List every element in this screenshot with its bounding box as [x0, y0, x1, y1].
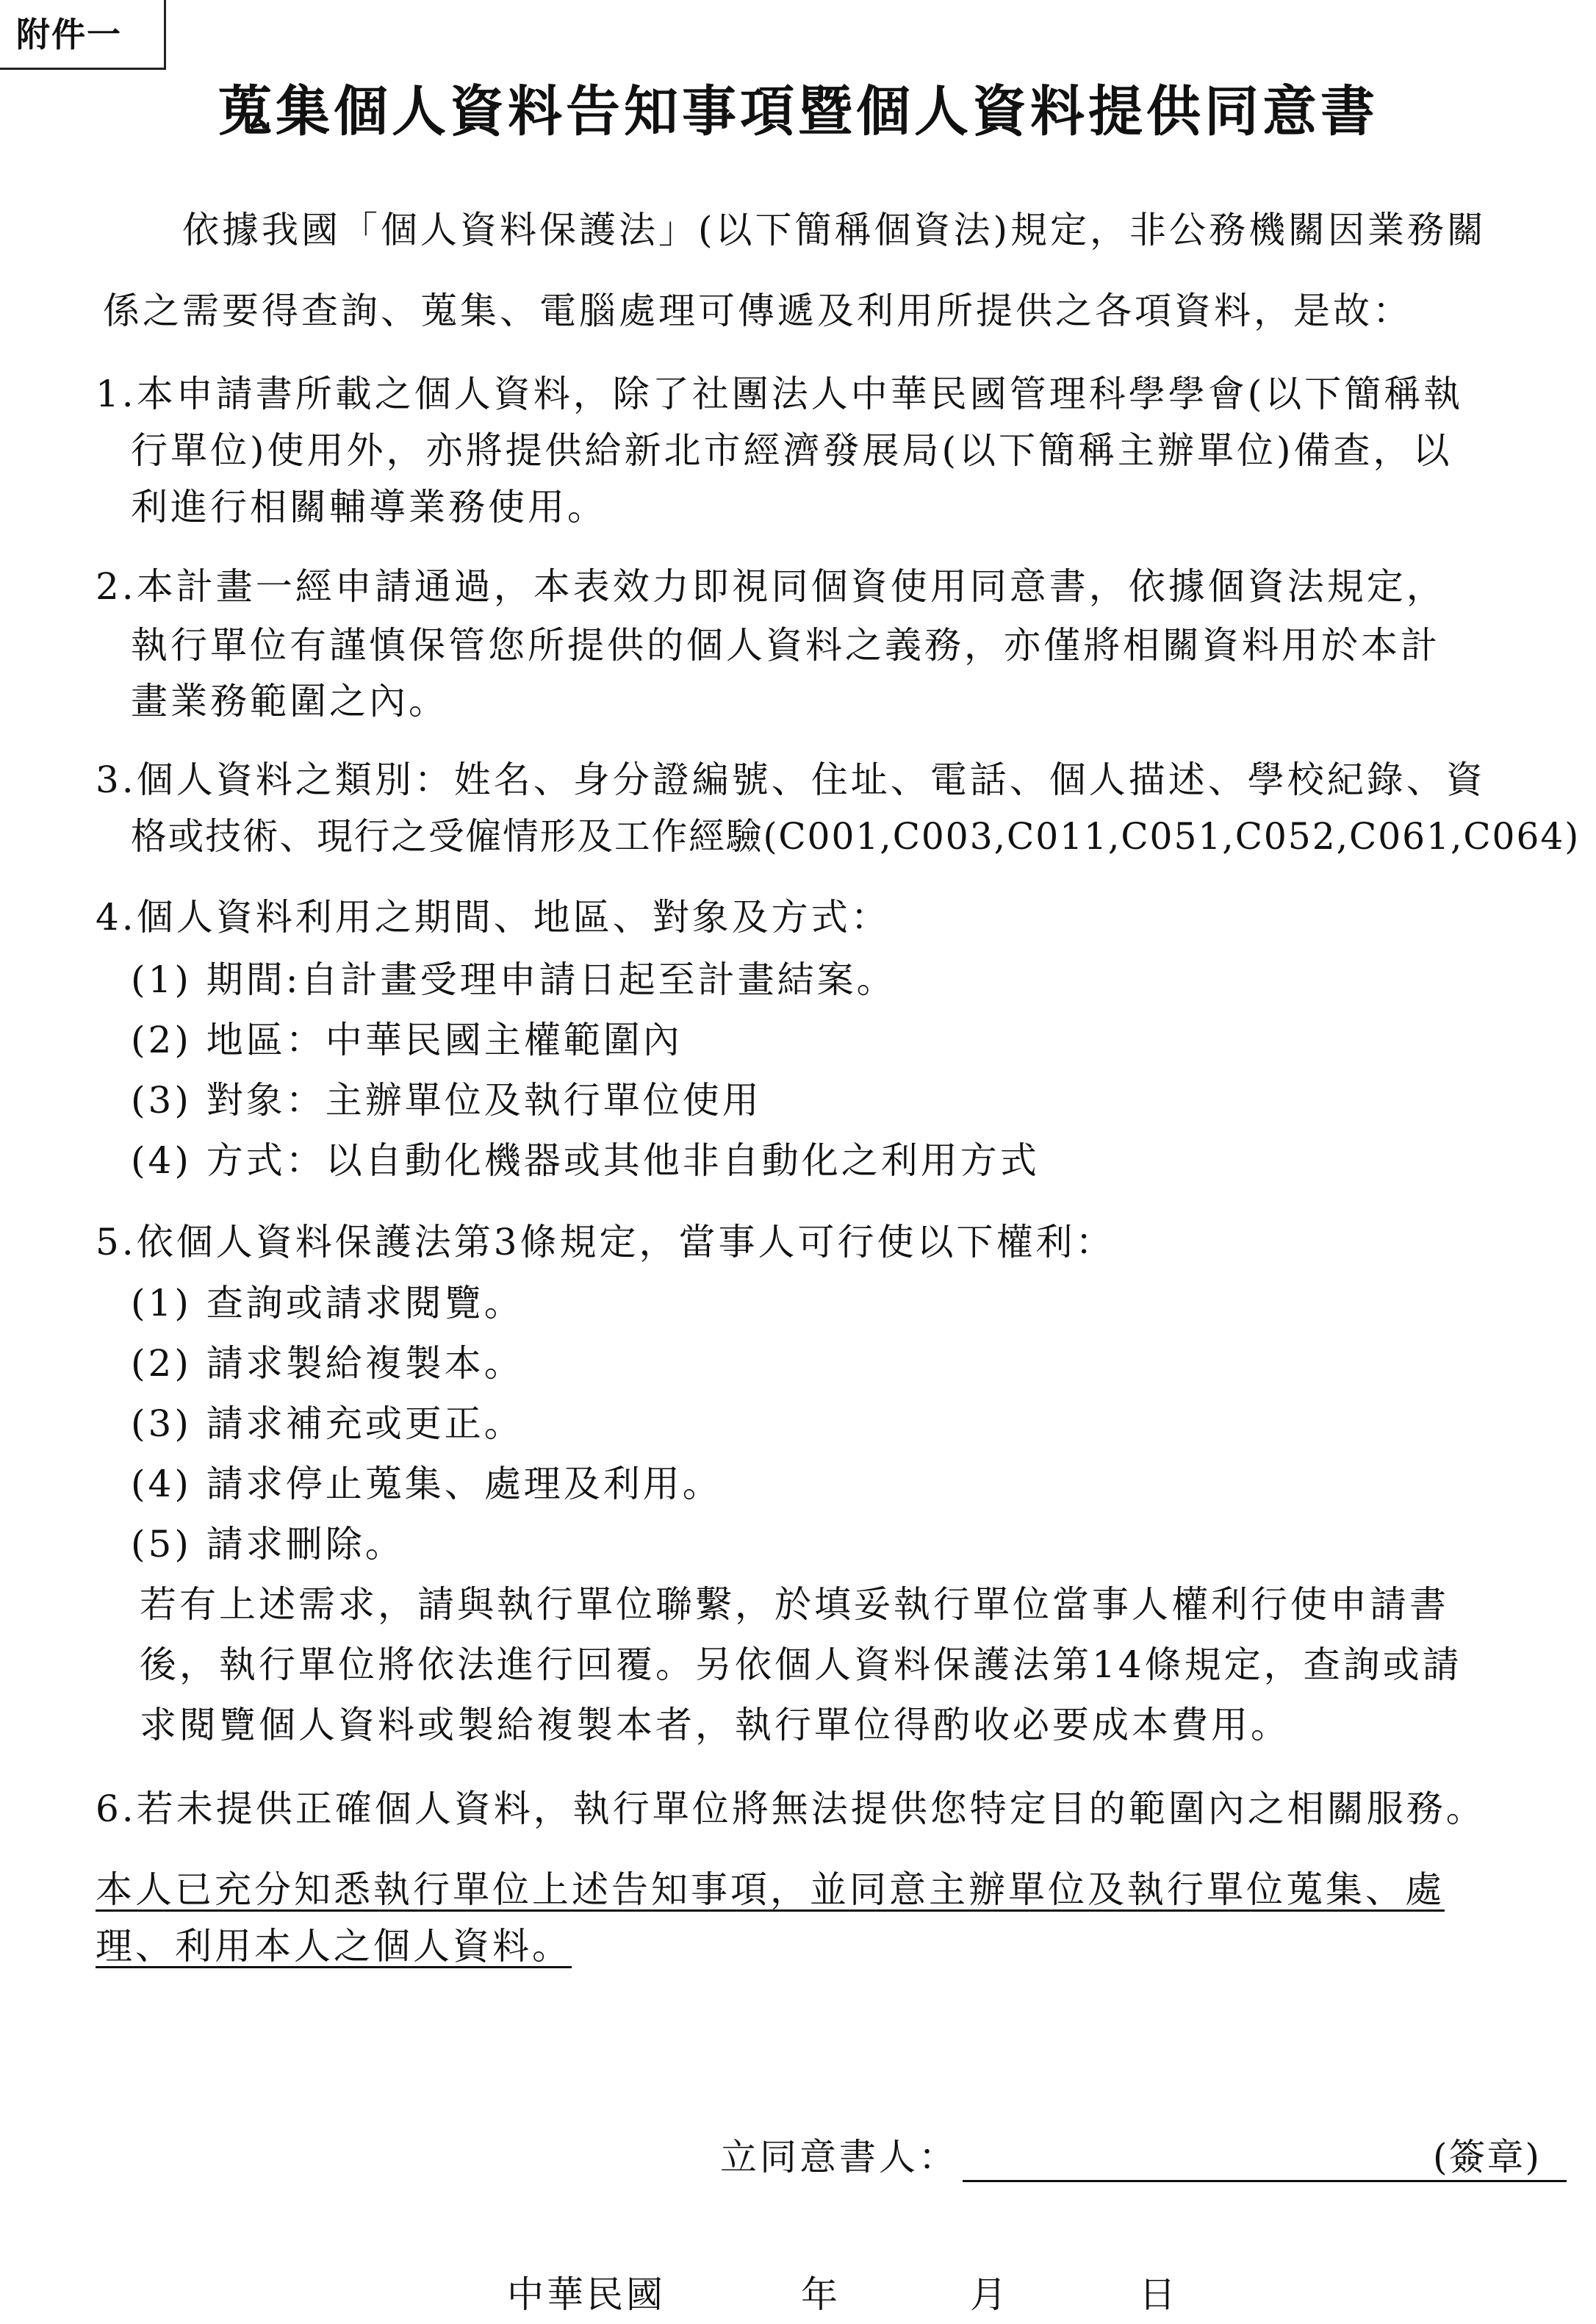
item-4-sub-3: (3) 對象：主辦單位及執行單位使用: [131, 1079, 762, 1122]
item-5-note-line-1: 若有上述需求，請與執行單位聯繫，於填妥執行單位當事人權利行使申請書: [140, 1583, 1449, 1626]
item-1-line-3: 利進行相關輔導業務使用。: [131, 486, 607, 528]
signature-line[interactable]: [963, 2180, 1567, 2182]
item-5-sub-3: (3) 請求補充或更正。: [131, 1402, 524, 1445]
item-5-sub-5: (5) 請求刪除。: [131, 1523, 405, 1566]
item-2-line-1: 2.本計畫一經申請通過，本表效力即視同個資使用同意書，依據個資法規定，: [96, 565, 1446, 608]
item-4-sub-1: (1) 期間:自計畫受理申請日起至計畫結案。: [131, 958, 896, 1001]
attachment-label: 附件一: [0, 0, 166, 70]
item-1-line-2: 行單位)使用外，亦將提供給新北市經濟發展局(以下簡稱主辦單位)備查，以: [131, 429, 1453, 472]
item-1-line-1: 1.本申請書所載之個人資料，除了社團法人中華民國管理科學學會(以下簡稱執: [96, 373, 1464, 415]
item-5-sub-1: (1) 查詢或請求閱覽。: [131, 1282, 524, 1324]
consent-line-1: 本人已充分知悉執行單位上述告知事項，並同意主辦單位及執行單位蒐集、處: [96, 1868, 1445, 1911]
consent-line-2: 理、利用本人之個人資料。: [96, 1925, 572, 1968]
item-5-sub-2: (2) 請求製給複製本。: [131, 1342, 524, 1385]
date-day: 日: [1139, 2273, 1179, 2316]
item-4-sub-4: (4) 方式：以自動化機器或其他非自動化之利用方式: [131, 1139, 1040, 1182]
item-5-note-line-2: 後，執行單位將依法進行回覆。另依個人資料保護法第14條規定，查詢或請: [140, 1643, 1462, 1686]
date-year: 年: [801, 2273, 841, 2316]
item-6: 6.若未提供正確個人資料，執行單位將無法提供您特定目的範圍內之相關服務。: [96, 1787, 1486, 1830]
item-2-line-3: 畫業務範圍之內。: [131, 680, 448, 722]
item-4-sub-2: (2) 地區：中華民國主權範圍內: [131, 1019, 683, 1061]
item-3-line-1: 3.個人資料之類別：姓名、身分證編號、住址、電話、個人描述、學校紀錄、資: [96, 758, 1486, 801]
date-prefix: 中華民國: [507, 2273, 666, 2316]
seal-label: (簽章): [1433, 2136, 1542, 2178]
item-2-line-2: 執行單位有謹慎保管您所提供的個人資料之義務，亦僅將相關資料用於本計: [131, 624, 1440, 667]
item-5-sub-4: (4) 請求停止蒐集、處理及利用。: [131, 1463, 722, 1505]
item-5-heading: 5.依個人資料保護法第3條規定，當事人可行使以下權利：: [96, 1221, 1115, 1263]
intro-line-2: 係之需要得查詢、蒐集、電腦處理可傳遞及利用所提供之各項資料，是故：: [103, 290, 1412, 332]
item-4-heading: 4.個人資料利用之期間、地區、對象及方式：: [96, 896, 891, 939]
document-title: 蒐集個人資料告知事項暨個人資料提供同意書: [218, 80, 1378, 143]
item-5-note-line-3: 求閱覽個人資料或製給複製本者，執行單位得酌收必要成本費用。: [140, 1704, 1290, 1746]
date-month: 月: [970, 2273, 1010, 2316]
intro-line-1: 依據我國「個人資料保護法」(以下簡稱個資法)規定，非公務機關因業務關: [182, 209, 1487, 251]
signatory-label: 立同意書人：: [720, 2136, 958, 2178]
item-3-line-2: 格或技術、現行之受僱情形及工作經驗(C001,C003,C011,C051,C052,C061,C064): [131, 815, 1581, 858]
